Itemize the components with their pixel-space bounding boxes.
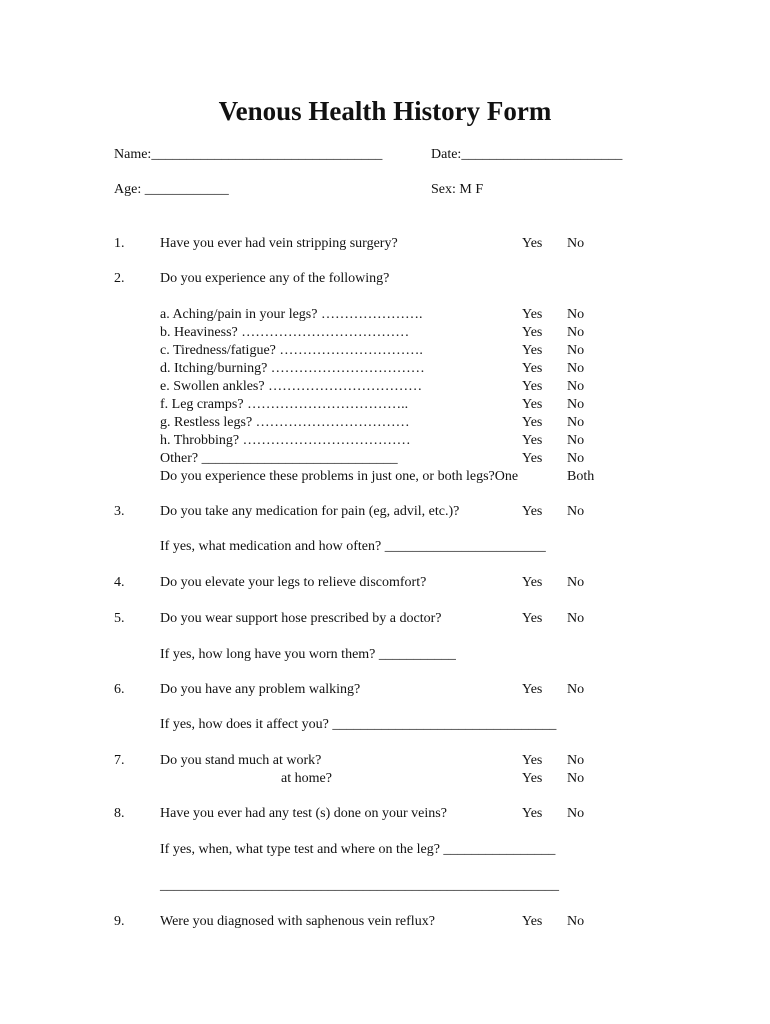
q2-legs-one[interactable]: One bbox=[494, 469, 519, 484]
q8-answer-line[interactable]: _________________________________________________________ bbox=[160, 878, 559, 893]
q2-item-h-no[interactable]: No bbox=[567, 433, 585, 448]
q2-text: Do you experience any of the following? bbox=[160, 271, 390, 286]
q7-work-yes[interactable]: Yes bbox=[522, 753, 543, 768]
q1-number: 1. bbox=[114, 236, 125, 251]
q8-followup[interactable]: If yes, when, what type test and where on the leg? ________________ bbox=[160, 842, 556, 857]
q2-item-f: f. Leg cramps? …………………………….. bbox=[160, 397, 409, 412]
q9-text: Were you diagnosed with saphenous vein reflux? bbox=[160, 914, 435, 929]
q2-item-a-yes[interactable]: Yes bbox=[522, 307, 543, 322]
q5-yes[interactable]: Yes bbox=[522, 611, 543, 626]
q2-item-other[interactable]: Other? ____________________________ bbox=[160, 451, 398, 466]
q8-text: Have you ever had any test (s) done on your veins? bbox=[160, 806, 447, 821]
q2-item-g-yes[interactable]: Yes bbox=[522, 415, 543, 430]
q3-followup[interactable]: If yes, what medication and how often? _______________________ bbox=[160, 539, 546, 554]
q6-number: 6. bbox=[114, 682, 125, 697]
q2-item-e: e. Swollen ankles? …………………………… bbox=[160, 379, 423, 394]
q5-followup[interactable]: If yes, how long have you worn them? ___________ bbox=[160, 647, 456, 662]
name-field[interactable] bbox=[114, 146, 382, 164]
q5-text: Do you wear support hose prescribed by a doctor? bbox=[160, 611, 442, 626]
q2-item-other-no[interactable]: No bbox=[567, 451, 585, 466]
q2-item-c: c. Tiredness/fatigue? …………………………. bbox=[160, 343, 423, 358]
age-label: Age: bbox=[114, 182, 142, 197]
q7-home-no[interactable]: No bbox=[567, 771, 585, 786]
q2-item-f-yes[interactable]: Yes bbox=[522, 397, 543, 412]
q2-legs-question bbox=[160, 468, 518, 486]
q1-text: Have you ever had vein stripping surgery? bbox=[160, 236, 398, 251]
q2-item-d-no[interactable]: No bbox=[567, 361, 585, 376]
age-blank[interactable]: ____________ bbox=[144, 182, 229, 197]
q1-no[interactable]: No bbox=[567, 236, 585, 251]
q2-item-d-yes[interactable]: Yes bbox=[522, 361, 543, 376]
q3-text: Do you take any medication for pain (eg, advil, etc.)? bbox=[160, 504, 460, 519]
q7-home-yes[interactable]: Yes bbox=[522, 771, 543, 786]
q2-legs-both[interactable]: Both bbox=[567, 469, 595, 484]
q8-no[interactable]: No bbox=[567, 806, 585, 821]
form-title: Venous Health History Form bbox=[218, 96, 552, 126]
q5-number: 5. bbox=[114, 611, 125, 626]
q4-text: Do you elevate your legs to relieve discomfort? bbox=[160, 575, 427, 590]
q4-number: 4. bbox=[114, 575, 125, 590]
q2-item-a-no[interactable]: No bbox=[567, 307, 585, 322]
q2-item-b: b. Heaviness? ……………………………… bbox=[160, 325, 410, 340]
q2-item-c-no[interactable]: No bbox=[567, 343, 585, 358]
q2-number: 2. bbox=[114, 271, 125, 286]
q1-yes[interactable]: Yes bbox=[522, 236, 543, 251]
sex-field[interactable]: Sex: M F bbox=[431, 182, 484, 197]
q3-number: 3. bbox=[114, 504, 125, 519]
q7-text: Do you stand much at work? bbox=[160, 753, 322, 768]
age-field[interactable] bbox=[114, 181, 229, 199]
date-blank[interactable]: _______________________ bbox=[461, 147, 623, 162]
q7-work-no[interactable]: No bbox=[567, 753, 585, 768]
q4-no[interactable]: No bbox=[567, 575, 585, 590]
q3-no[interactable]: No bbox=[567, 504, 585, 519]
q2-item-b-yes[interactable]: Yes bbox=[522, 325, 543, 340]
q7-text-home: at home? bbox=[281, 771, 332, 786]
q6-followup[interactable]: If yes, how does it affect you? ________________________________ bbox=[160, 717, 557, 732]
q3-yes[interactable]: Yes bbox=[522, 504, 543, 519]
q2-item-h-yes[interactable]: Yes bbox=[522, 433, 543, 448]
q9-number: 9. bbox=[114, 914, 125, 929]
q2-item-other-yes[interactable]: Yes bbox=[522, 451, 543, 466]
q2-item-c-yes[interactable]: Yes bbox=[522, 343, 543, 358]
q2-item-e-yes[interactable]: Yes bbox=[522, 379, 543, 394]
date-label: Date: bbox=[431, 147, 462, 162]
q6-yes[interactable]: Yes bbox=[522, 682, 543, 697]
q7-number: 7. bbox=[114, 753, 125, 768]
q9-no[interactable]: No bbox=[567, 914, 585, 929]
q6-no[interactable]: No bbox=[567, 682, 585, 697]
date-field[interactable] bbox=[431, 146, 622, 164]
q2-item-d: d. Itching/burning? …………………………… bbox=[160, 361, 425, 376]
q2-item-f-no[interactable]: No bbox=[567, 397, 585, 412]
q2-item-g: g. Restless legs? …………………………… bbox=[160, 415, 410, 430]
q4-yes[interactable]: Yes bbox=[522, 575, 543, 590]
q2-item-g-no[interactable]: No bbox=[567, 415, 585, 430]
q2-item-a: a. Aching/pain in your legs? …………………. bbox=[160, 307, 423, 322]
q2-item-h: h. Throbbing? ……………………………… bbox=[160, 433, 411, 448]
name-label: Name: bbox=[114, 147, 152, 162]
q2-legs-text: Do you experience these problems in just one, or both legs? bbox=[160, 469, 495, 484]
q9-yes[interactable]: Yes bbox=[522, 914, 543, 929]
q2-item-b-no[interactable]: No bbox=[567, 325, 585, 340]
q5-no[interactable]: No bbox=[567, 611, 585, 626]
q8-number: 8. bbox=[114, 806, 125, 821]
q2-item-e-no[interactable]: No bbox=[567, 379, 585, 394]
name-blank[interactable]: _________________________________ bbox=[151, 147, 383, 162]
q6-text: Do you have any problem walking? bbox=[160, 682, 361, 697]
q8-yes[interactable]: Yes bbox=[522, 806, 543, 821]
